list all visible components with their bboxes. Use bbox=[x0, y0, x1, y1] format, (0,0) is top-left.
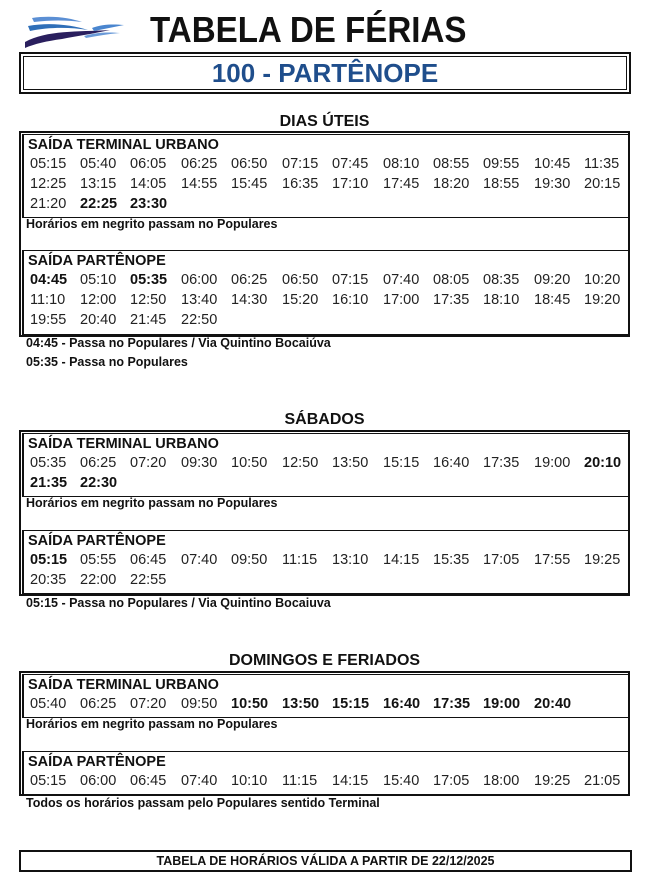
departure-time: 06:45 bbox=[130, 552, 167, 568]
direction-label: SAÍDA TERMINAL URBANO bbox=[28, 137, 219, 153]
departure-time: 05:15 bbox=[30, 156, 67, 172]
route-title-box bbox=[19, 52, 631, 94]
route-title: 100 - PARTÊNOPE bbox=[211, 57, 439, 88]
time-row bbox=[30, 771, 630, 791]
departure-time: 09:55 bbox=[483, 156, 520, 172]
departure-time: 11:15 bbox=[282, 552, 318, 568]
direction-label: SAÍDA PARTÊNOPE bbox=[28, 253, 166, 269]
departure-time: 07:15 bbox=[332, 272, 369, 288]
departure-time: 07:45 bbox=[332, 156, 369, 172]
departure-time: 18:20 bbox=[433, 176, 470, 192]
section-frame-top bbox=[19, 671, 630, 673]
departure-time: 06:00 bbox=[181, 272, 218, 288]
schedule-note: Horários em negrito passam no Populares bbox=[26, 217, 278, 231]
departure-time: 09:20 bbox=[534, 272, 571, 288]
direction-block bbox=[22, 250, 629, 335]
departure-time: 08:05 bbox=[433, 272, 470, 288]
direction-block bbox=[22, 751, 629, 795]
departure-time: 16:40 bbox=[433, 455, 470, 471]
section-title: DIAS ÚTEIS bbox=[279, 113, 370, 130]
departure-time: 06:25 bbox=[231, 272, 268, 288]
departure-time: 06:50 bbox=[231, 156, 268, 172]
departure-time: 05:35 bbox=[130, 272, 168, 288]
section-frame-top bbox=[19, 131, 630, 133]
departure-time: 09:50 bbox=[231, 552, 268, 568]
direction-label: SAÍDA TERMINAL URBANO bbox=[28, 677, 219, 693]
departure-time: 15:15 bbox=[383, 455, 420, 471]
departure-time: 07:40 bbox=[383, 272, 420, 288]
departure-time: 21:45 bbox=[130, 312, 167, 328]
departure-time: 05:55 bbox=[80, 552, 117, 568]
departure-time: 09:30 bbox=[181, 455, 218, 471]
schedule-note: 05:15 - Passa no Populares / Via Quintino Bocaiuva bbox=[26, 596, 331, 610]
validity-text: TABELA DE HORÁRIOS VÁLIDA A PARTIR DE 22/12/2025 bbox=[156, 854, 495, 868]
departure-time: 17:35 bbox=[483, 455, 520, 471]
departure-time: 18:00 bbox=[483, 773, 520, 789]
time-row bbox=[30, 570, 630, 590]
departure-time: 22:55 bbox=[130, 572, 167, 588]
departure-time: 11:15 bbox=[282, 773, 318, 789]
departure-time: 20:10 bbox=[584, 455, 622, 471]
departure-time: 08:55 bbox=[433, 156, 470, 172]
departure-time: 06:50 bbox=[282, 272, 319, 288]
time-row bbox=[30, 270, 630, 290]
departure-time: 07:20 bbox=[130, 455, 167, 471]
time-row bbox=[30, 154, 630, 174]
schedule-note: 04:45 - Passa no Populares / Via Quintino Bocaiúva bbox=[26, 336, 331, 350]
section-title: SÁBADOS bbox=[284, 411, 365, 428]
section-title: DOMINGOS E FERIADOS bbox=[228, 652, 421, 669]
time-row bbox=[30, 310, 630, 330]
departure-time: 16:40 bbox=[383, 696, 421, 712]
departure-time: 06:25 bbox=[80, 696, 117, 712]
departure-time: 17:05 bbox=[433, 773, 470, 789]
departure-time: 08:10 bbox=[383, 156, 420, 172]
departure-time: 10:50 bbox=[231, 455, 268, 471]
departure-time: 13:50 bbox=[282, 696, 320, 712]
time-row bbox=[30, 290, 630, 310]
departure-time: 05:10 bbox=[80, 272, 117, 288]
departure-time: 19:00 bbox=[483, 696, 521, 712]
departure-time: 14:05 bbox=[130, 176, 167, 192]
page-title: TABELA DE FÉRIAS bbox=[150, 9, 467, 50]
departure-time: 17:00 bbox=[383, 292, 420, 308]
departure-time: 17:05 bbox=[483, 552, 520, 568]
departure-time: 20:40 bbox=[534, 696, 572, 712]
departure-time: 19:30 bbox=[534, 176, 571, 192]
departure-time: 11:35 bbox=[584, 156, 620, 172]
time-row bbox=[30, 174, 630, 194]
departure-time: 21:05 bbox=[584, 773, 621, 789]
departure-time: 20:40 bbox=[80, 312, 117, 328]
departure-time: 15:15 bbox=[332, 696, 370, 712]
departure-time: 15:35 bbox=[433, 552, 470, 568]
direction-block bbox=[22, 433, 629, 497]
wave-logo-icon bbox=[22, 12, 127, 48]
departure-time: 05:40 bbox=[80, 156, 117, 172]
departure-time: 10:10 bbox=[231, 773, 268, 789]
departure-time: 15:40 bbox=[383, 773, 420, 789]
departure-time: 13:10 bbox=[332, 552, 369, 568]
departure-time: 16:10 bbox=[332, 292, 369, 308]
section-frame-left bbox=[19, 131, 21, 337]
departure-time: 14:15 bbox=[332, 773, 369, 789]
departure-time: 19:20 bbox=[584, 292, 621, 308]
time-row bbox=[30, 453, 630, 473]
departure-time: 10:45 bbox=[534, 156, 571, 172]
departure-time: 07:15 bbox=[282, 156, 319, 172]
time-row bbox=[30, 694, 630, 714]
schedule-note: 05:35 - Passa no Populares bbox=[26, 355, 188, 369]
departure-time: 05:15 bbox=[30, 552, 68, 568]
time-row bbox=[30, 550, 630, 570]
direction-label: SAÍDA TERMINAL URBANO bbox=[28, 436, 219, 452]
departure-time: 16:35 bbox=[282, 176, 319, 192]
direction-label: SAÍDA PARTÊNOPE bbox=[28, 754, 166, 770]
departure-time: 15:20 bbox=[282, 292, 319, 308]
departure-time: 18:55 bbox=[483, 176, 520, 192]
departure-time: 13:15 bbox=[80, 176, 117, 192]
departure-time: 06:05 bbox=[130, 156, 167, 172]
departure-time: 07:40 bbox=[181, 552, 218, 568]
departure-time: 07:40 bbox=[181, 773, 218, 789]
direction-block bbox=[22, 134, 629, 218]
departure-time: 17:55 bbox=[534, 552, 571, 568]
departure-time: 12:50 bbox=[282, 455, 319, 471]
departure-time: 18:10 bbox=[483, 292, 520, 308]
departure-time: 20:35 bbox=[30, 572, 67, 588]
departure-time: 08:35 bbox=[483, 272, 520, 288]
departure-time: 22:50 bbox=[181, 312, 218, 328]
departure-time: 05:15 bbox=[30, 773, 67, 789]
departure-time: 20:15 bbox=[584, 176, 621, 192]
time-row bbox=[30, 194, 630, 214]
departure-time: 06:00 bbox=[80, 773, 117, 789]
departure-time: 15:45 bbox=[231, 176, 268, 192]
departure-time: 19:55 bbox=[30, 312, 67, 328]
departure-time: 06:45 bbox=[130, 773, 167, 789]
departure-time: 14:15 bbox=[383, 552, 420, 568]
validity-footer bbox=[19, 850, 632, 872]
departure-time: 22:30 bbox=[80, 475, 118, 491]
direction-label: SAÍDA PARTÊNOPE bbox=[28, 533, 166, 549]
departure-time: 13:50 bbox=[332, 455, 369, 471]
departure-time: 10:50 bbox=[231, 696, 269, 712]
departure-time: 09:50 bbox=[181, 696, 218, 712]
schedule-note: Horários em negrito passam no Populares bbox=[26, 496, 278, 510]
direction-block bbox=[22, 674, 629, 718]
departure-time: 19:25 bbox=[584, 552, 621, 568]
departure-time: 07:20 bbox=[130, 696, 167, 712]
section-frame-left bbox=[19, 671, 21, 796]
section-frame-left bbox=[19, 430, 21, 596]
departure-time: 23:30 bbox=[130, 196, 168, 212]
schedule-note: Horários em negrito passam no Populares bbox=[26, 717, 278, 731]
departure-time: 17:35 bbox=[433, 292, 470, 308]
departure-time: 17:35 bbox=[433, 696, 471, 712]
departure-time: 11:10 bbox=[30, 292, 66, 308]
departure-time: 12:00 bbox=[80, 292, 117, 308]
departure-time: 22:25 bbox=[80, 196, 118, 212]
section-frame-top bbox=[19, 430, 630, 432]
departure-time: 06:25 bbox=[181, 156, 218, 172]
departure-time: 06:25 bbox=[80, 455, 117, 471]
departure-time: 04:45 bbox=[30, 272, 68, 288]
departure-time: 12:25 bbox=[30, 176, 67, 192]
departure-time: 05:35 bbox=[30, 455, 67, 471]
departure-time: 18:45 bbox=[534, 292, 571, 308]
departure-time: 19:25 bbox=[534, 773, 571, 789]
departure-time: 05:40 bbox=[30, 696, 67, 712]
departure-time: 21:35 bbox=[30, 475, 68, 491]
time-row bbox=[30, 473, 630, 493]
departure-time: 12:50 bbox=[130, 292, 167, 308]
departure-time: 19:00 bbox=[534, 455, 571, 471]
direction-block bbox=[22, 530, 629, 594]
departure-time: 14:30 bbox=[231, 292, 268, 308]
departure-time: 10:20 bbox=[584, 272, 621, 288]
departure-time: 21:20 bbox=[30, 196, 67, 212]
schedule-note: Todos os horários passam pelo Populares sentido Terminal bbox=[26, 796, 380, 810]
departure-time: 17:10 bbox=[332, 176, 369, 192]
departure-time: 14:55 bbox=[181, 176, 218, 192]
departure-time: 13:40 bbox=[181, 292, 218, 308]
departure-time: 17:45 bbox=[383, 176, 420, 192]
departure-time: 22:00 bbox=[80, 572, 117, 588]
